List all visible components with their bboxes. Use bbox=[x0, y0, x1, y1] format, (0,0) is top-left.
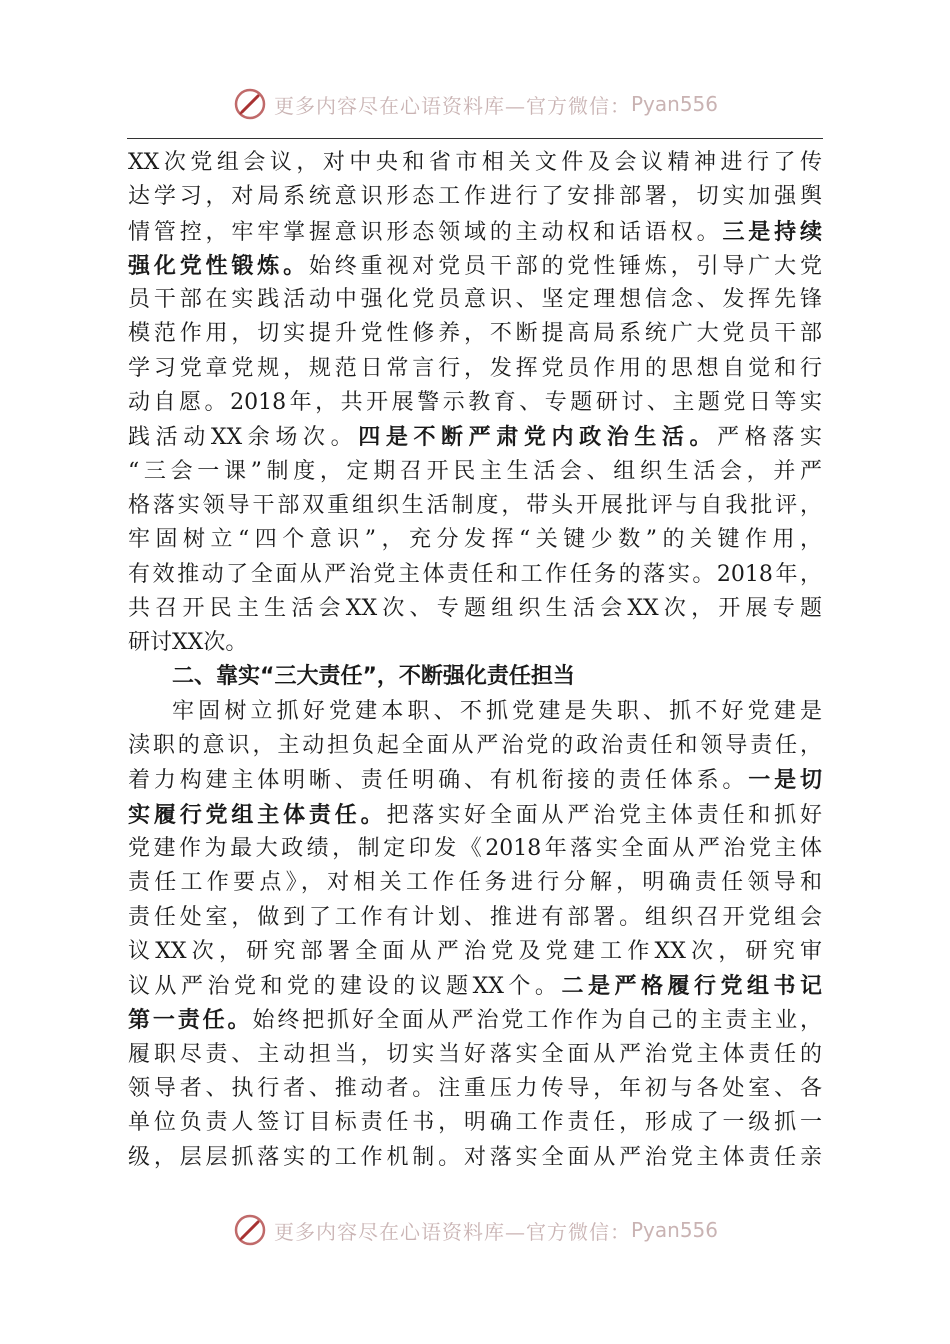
header-rule bbox=[127, 138, 823, 139]
section-heading: 二、靠实“三大责任”，不断强化责任担当 bbox=[172, 664, 575, 690]
text-run: 践活动XX余场次。 bbox=[128, 425, 359, 451]
text-run: 员干部在实践活动中强化党员意识、坚定理想信念、发挥先锋 bbox=[128, 287, 822, 313]
watermark-text: 更多内容尽在心语资料库—官方微信： bbox=[273, 1219, 631, 1244]
text-line bbox=[128, 1038, 822, 1072]
text-run: 把落实好全面从严治党主体责任和抓好 bbox=[386, 802, 822, 828]
text-line bbox=[128, 763, 822, 797]
text-run: 动自愿。2018年，共开展警示教育、专题研讨、主题党日等实 bbox=[128, 390, 822, 416]
text-run: 严格落实 bbox=[717, 425, 822, 451]
bold-lead-phrase: 三是持续 bbox=[722, 218, 822, 245]
text-line bbox=[128, 901, 822, 935]
text-run: 单位负责人签订目标责任书，明确工作责任，形成了一级抓一 bbox=[128, 1110, 822, 1136]
text-line bbox=[128, 832, 822, 866]
watermark-wechat-id: Pyan556 bbox=[630, 92, 718, 116]
text-run: 领导者、执行者、推动者。注重压力传导，年初与各处室、各 bbox=[128, 1076, 822, 1102]
text-run: 议XX次，研究部署全面从严治党及党建工作XX次，研究审 bbox=[128, 938, 822, 964]
text-line bbox=[128, 866, 822, 900]
text-run: 共召开民主生活会XX次、专题组织生活会XX次，开展专题 bbox=[128, 595, 822, 621]
watermark-text: 更多内容尽在心语资料库—官方微信： bbox=[273, 93, 631, 118]
text-run: 学习党章党规，规范日常言行，发挥党员作用的思想自觉和行 bbox=[128, 355, 822, 381]
text-line bbox=[128, 1141, 822, 1175]
text-line bbox=[128, 215, 822, 249]
text-line bbox=[128, 969, 822, 1003]
text-line bbox=[128, 352, 822, 386]
text-run: 责任处室，做到了工作有计划、推进有部署。组织召开党组会 bbox=[128, 904, 822, 930]
text-run: 履职尽责、主动担当，切实当好落实全面从严治党主体责任的 bbox=[128, 1041, 822, 1067]
paragraph-continuation bbox=[128, 146, 822, 660]
text-run: 议从严治党和党的建设的议题XX个。 bbox=[128, 974, 562, 1000]
text-line bbox=[128, 283, 822, 317]
text-run: 着力构建主体明晰、责任明确、有机衔接的责任体系。 bbox=[128, 768, 749, 794]
text-line bbox=[128, 455, 822, 489]
text-run: 责任工作要点》，对相关工作任务进行分解，明确责任领导和 bbox=[128, 870, 822, 896]
text-run: 情管控，牢牢掌握意识形态领域的主动权和话语权。 bbox=[128, 219, 723, 245]
document-body bbox=[128, 146, 822, 1175]
text-run: 格落实领导干部双重组织生活制度，带头开展批评与自我批评， bbox=[128, 492, 822, 518]
text-run: 达学习，对局系统意识形态工作进行了安排部署，切实加强舆 bbox=[128, 184, 822, 210]
text-run: XX次党组会议，对中央和省市相关文件及会议精神进行了传 bbox=[128, 150, 822, 175]
text-run: “三会一课”制度，定期召开民主生活会、组织生活会，并严 bbox=[128, 458, 822, 484]
pen-circle-logo-icon bbox=[232, 1212, 268, 1248]
watermark-wechat-id: Pyan556 bbox=[630, 1218, 718, 1242]
pen-circle-logo-icon bbox=[232, 86, 268, 122]
bold-lead-phrase: 强化党性锻炼。 bbox=[128, 252, 309, 279]
text-line bbox=[128, 695, 822, 729]
text-line bbox=[128, 420, 822, 454]
text-run: 党建作为最大政绩，制定印发《2018年落实全面从严治党主体 bbox=[128, 835, 822, 861]
bold-lead-phrase: 二是严格履行党组书记 bbox=[561, 973, 822, 1000]
text-line bbox=[128, 935, 822, 969]
text-line bbox=[128, 489, 822, 523]
watermark-banner-top bbox=[0, 84, 950, 124]
watermark-banner-bottom bbox=[0, 1210, 950, 1250]
text-line bbox=[128, 1106, 822, 1140]
text-line bbox=[128, 386, 822, 420]
bold-lead-phrase: 第一责任。 bbox=[128, 1007, 253, 1034]
text-line bbox=[128, 523, 822, 557]
text-line bbox=[128, 592, 822, 626]
text-line bbox=[128, 798, 822, 832]
text-run: 渎职的意识，主动担负起全面从严治党的政治责任和领导责任， bbox=[128, 733, 822, 759]
text-line bbox=[128, 180, 822, 214]
text-line bbox=[128, 146, 822, 180]
text-run: 始终重视对党员干部的党性锤炼，引导广大党 bbox=[308, 253, 822, 279]
paragraph-section-two bbox=[128, 695, 822, 1175]
bold-lead-phrase: 实履行党组主体责任。 bbox=[128, 801, 387, 828]
text-line bbox=[128, 626, 822, 660]
text-line bbox=[128, 729, 822, 763]
text-line bbox=[128, 1003, 822, 1037]
text-line bbox=[128, 558, 822, 592]
text-run: 牢固树立抓好党建本职、不抓党建是失职、抓不好党建是 bbox=[172, 698, 822, 724]
bold-lead-phrase: 一是切 bbox=[748, 767, 822, 794]
text-run: 牢固树立“四个意识”，充分发挥“关键少数”的关键作用， bbox=[128, 527, 822, 553]
text-run: 模范作用，切实提升党性修养，不断提高局系统广大党员干部 bbox=[128, 321, 822, 347]
text-run: 级，层层抓落实的工作机制。对落实全面从严治党主体责任亲 bbox=[128, 1144, 822, 1170]
bold-lead-phrase: 四是不断严肃党内政治生活。 bbox=[358, 424, 718, 451]
text-line bbox=[128, 249, 822, 283]
text-run: 研讨XX次。 bbox=[128, 630, 248, 656]
text-run: 有效推动了全面从严治党主体责任和工作任务的落实。2018年， bbox=[128, 561, 822, 587]
text-run: 始终把抓好全面从严治党工作作为自己的主责主业， bbox=[252, 1008, 822, 1034]
text-line bbox=[128, 1072, 822, 1106]
text-line bbox=[128, 317, 822, 351]
